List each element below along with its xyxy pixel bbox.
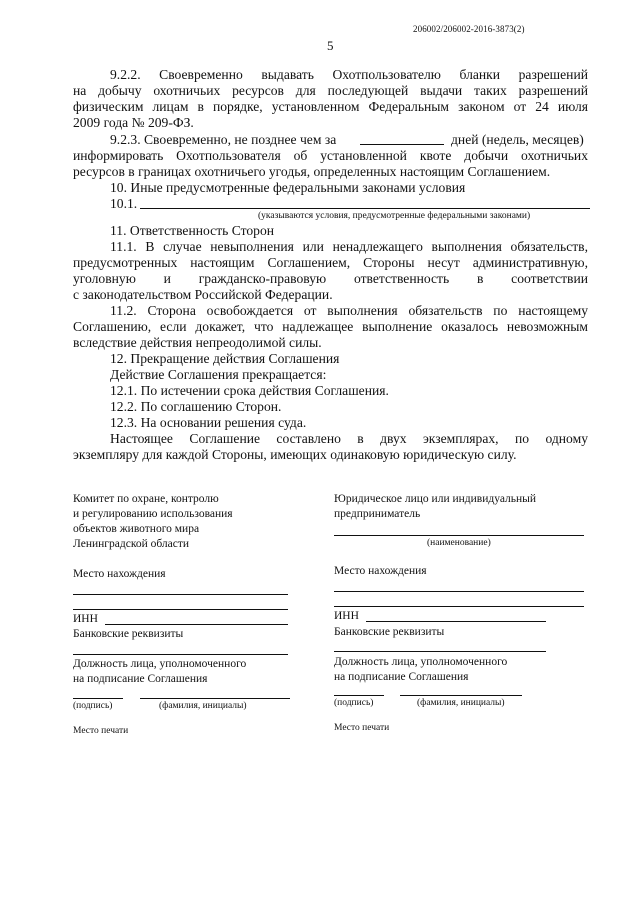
section-12-item: 12.2. По соглашению Сторон. [110, 399, 282, 414]
clause-11-1-line: уголовную и гражданско-правовую ответственность в соответствии [73, 271, 588, 286]
clause-9-2-2-line: 2009 года № 209-ФЗ. [73, 115, 194, 130]
clause-11-1-line: предусмотренных настоящим Соглашением, Стороны несут административную, [73, 255, 588, 270]
right-name-caption: (наименование) [427, 538, 491, 548]
clause-11-2-line: 11.2. Сторона освобождается от выполнения обязательств по настоящему [110, 303, 588, 318]
right-inn-line [366, 621, 546, 622]
clause-9-2-2-line: 9.2.2. Своевременно выдавать Охотпользователю бланки разрешений [110, 67, 588, 82]
clause-9-2-2-line: на добычу охотничьих ресурсов для последующей выдачи таких разрешений [73, 83, 588, 98]
right-location-line [334, 591, 584, 592]
document-number: 206002/206002-2016-3873(2) [413, 24, 525, 34]
conditions-blank-line [140, 208, 590, 209]
term-blank-line [360, 144, 444, 145]
right-party-name: Юридическое лицо или индивидуальный [334, 493, 537, 505]
right-signature-line [334, 695, 384, 696]
clause-9-2-3-line: информировать Охотпользователя об установленной квоте добычи охотничьих [73, 148, 588, 163]
right-inn-label: ИНН [334, 610, 359, 622]
closing-line: экземпляру для каждой Стороны, имеющих одинаковую юридическую силу. [73, 447, 517, 462]
clause-9-2-3-end: дней (недель, месяцев) [451, 132, 584, 147]
right-fio-line [400, 695, 522, 696]
clause-11-1-line: 11.1. В случае невыполнения или ненадлежащего выполнения обязательств, [110, 239, 588, 254]
right-signature-caption: (подпись) [334, 698, 374, 708]
clause-11-2-line: Соглашению, если докажет, что надлежащее выполнение оказалось невозможным [73, 319, 588, 334]
left-official-label: на подписание Соглашения [73, 673, 208, 685]
section-11-title: 11. Ответственность Сторон [110, 223, 275, 238]
section-12-title: 12. Прекращение действия Соглашения [110, 351, 340, 366]
right-official-label: Должность лица, уполномоченного [334, 656, 508, 668]
left-party-name: Комитет по охране, контролю [73, 493, 219, 505]
right-party-name: предприниматель [334, 508, 421, 520]
left-bank-line [73, 654, 288, 655]
left-inn-line [105, 624, 288, 625]
left-fio-line [140, 698, 290, 699]
right-bank-label: Банковские реквизиты [334, 626, 445, 638]
section-12-item: 12.3. На основании решения суда. [110, 415, 307, 430]
left-signature-caption: (подпись) [73, 701, 113, 711]
clause-10-1: 10.1. [110, 196, 138, 211]
left-location-line [73, 594, 288, 595]
section-10-title: 10. Иные предусмотренные федеральными законами условия [110, 180, 466, 195]
left-location-label: Место нахождения [73, 568, 166, 580]
conditions-caption: (указываются условия, предусмотренные федеральными законами) [258, 211, 531, 221]
clause-9-2-3-start: 9.2.3. Своевременно, не позднее чем за [110, 132, 337, 147]
right-fio-caption: (фамилия, инициалы) [417, 698, 505, 708]
left-fio-caption: (фамилия, инициалы) [159, 701, 247, 711]
right-location-line [334, 606, 584, 607]
page-number: 5 [327, 38, 334, 53]
left-bank-label: Банковские реквизиты [73, 628, 184, 640]
clause-11-2-line: вследствие действия непреодолимой силы. [73, 335, 322, 350]
left-stamp-label: Место печати [73, 726, 129, 736]
section-12-intro: Действие Соглашения прекращается: [110, 367, 327, 382]
right-location-label: Место нахождения [334, 565, 427, 577]
closing-line: Настоящее Соглашение составлено в двух экземплярах, по одному [110, 431, 588, 446]
clause-9-2-2-line: физическим лицам в порядке, установленном Федеральным законом от 24 июля [73, 99, 588, 114]
right-name-line [334, 535, 584, 536]
left-inn-label: ИНН [73, 613, 98, 625]
right-bank-line [334, 651, 546, 652]
left-location-line [73, 609, 288, 610]
left-party-name: Ленинградской области [73, 538, 190, 550]
left-official-label: Должность лица, уполномоченного [73, 658, 247, 670]
left-party-name: объектов животного мира [73, 523, 200, 535]
section-12-item: 12.1. По истечении срока действия Соглашения. [110, 383, 389, 398]
left-party-name: и регулированию использования [73, 508, 233, 520]
clause-9-2-3-line: ресурсов в границах охотничьего угодья, определенных настоящим Соглашением. [73, 164, 551, 179]
right-stamp-label: Место печати [334, 723, 390, 733]
left-signature-line [73, 698, 123, 699]
right-official-label: на подписание Соглашения [334, 671, 469, 683]
clause-11-1-line: с законодательством Российской Федерации. [73, 287, 333, 302]
